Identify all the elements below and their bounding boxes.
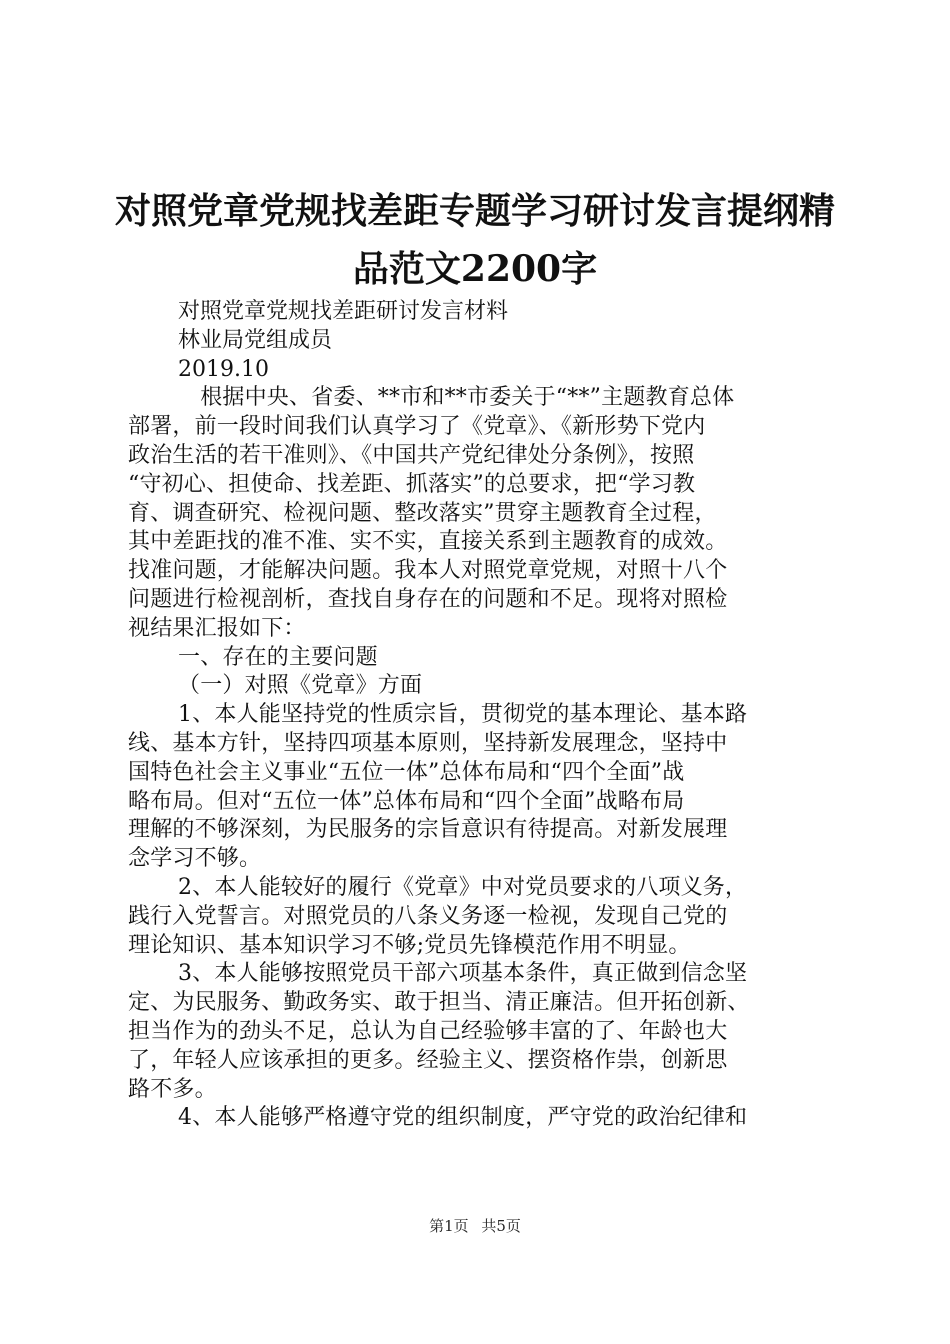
- meta-subtitle: 对照党章党规找差距研讨发言材料: [178, 299, 509, 324]
- text-line: 国特色社会主义事业“五位一体”总体布局和“四个全面”战: [128, 759, 685, 785]
- text-line: 念学习不够。: [128, 846, 262, 872]
- text-line: 1、本人能坚持党的性质宗旨，贯彻党的基本理论、基本路: [178, 702, 748, 728]
- text-line: 了，年轻人应该承担的更多。经验主义、摆资格作祟，创新思: [128, 1047, 728, 1073]
- text-line: 略布局。但对“五位一体”总体布局和“四个全面”战略布局: [128, 788, 685, 814]
- text-line: 根据中央、省委、**市和**市委关于“**”主题教育总体: [178, 385, 735, 411]
- text-line: 育、调查研究、检视问题、整改落实”贯穿主题教育全过程，: [128, 500, 717, 526]
- meta-author: 林业局党组成员: [178, 327, 333, 353]
- text-line: 理解的不够深刻，为民服务的宗旨意识有待提高。对新发展理: [128, 817, 728, 843]
- text-line: 问题进行检视剖析，查找自身存在的问题和不足。现将对照检: [128, 586, 728, 612]
- text-line: 部署，前一段时间我们认真学习了《党章》、《新形势下党内: [128, 414, 706, 440]
- page-number: 第1页: [429, 1217, 469, 1235]
- text-line: 2、本人能较好的履行《党章》中对党员要求的八项义务，: [178, 874, 748, 900]
- text-line: 政治生活的若干准则》、《中国共产党纪律处分条例》，按照: [128, 442, 695, 468]
- text-line: 视结果汇报如下：: [128, 615, 306, 641]
- text-line: 定、为民服务、勤政务实、敢于担当、清正廉洁。但开拓创新、: [128, 990, 750, 1016]
- text-line: 路不多。: [128, 1076, 217, 1102]
- text-line: 理论知识、基本知识学习不够;党员先锋模范作用不明显。: [128, 932, 691, 958]
- text-line: 找准问题，才能解决问题。我本人对照党章党规，对照十八个: [128, 558, 728, 584]
- text-line: 践行入党誓言。对照党员的八条义务逐一检视，发现自己党的: [128, 903, 728, 929]
- meta-date: 2019.10: [178, 356, 269, 382]
- text-line: 线、基本方针，坚持四项基本原则，坚持新发展理念，坚持中: [128, 730, 728, 756]
- text-line: 3、本人能够按照党员干部六项基本条件，真正做到信念坚: [178, 961, 748, 987]
- text-line: 4、本人能够严格遵守党的组织制度，严守党的政治纪律和: [178, 1105, 748, 1131]
- document-body: [128, 298, 833, 1133]
- section-heading: 一、存在的主要问题: [178, 644, 378, 670]
- subsection-heading: （一）对照《党章》方面: [178, 673, 423, 699]
- page-total: 共5页: [481, 1217, 521, 1235]
- text-line: 担当作为的劲头不足，总认为自己经验够丰富的了、年龄也大: [128, 1018, 728, 1044]
- text-line: “守初心、担使命、找差距、抓落实”的总要求，把“学习教: [128, 471, 696, 497]
- page-footer: [0, 1215, 950, 1236]
- document-title-line-2: 品范文2200字: [352, 248, 598, 290]
- document-title-line-1: 对照党章党规找差距专题学习研讨发言提纲精: [114, 190, 835, 232]
- text-line: 其中差距找的准不准、实不实，直接关系到主题教育的成效。: [128, 529, 728, 555]
